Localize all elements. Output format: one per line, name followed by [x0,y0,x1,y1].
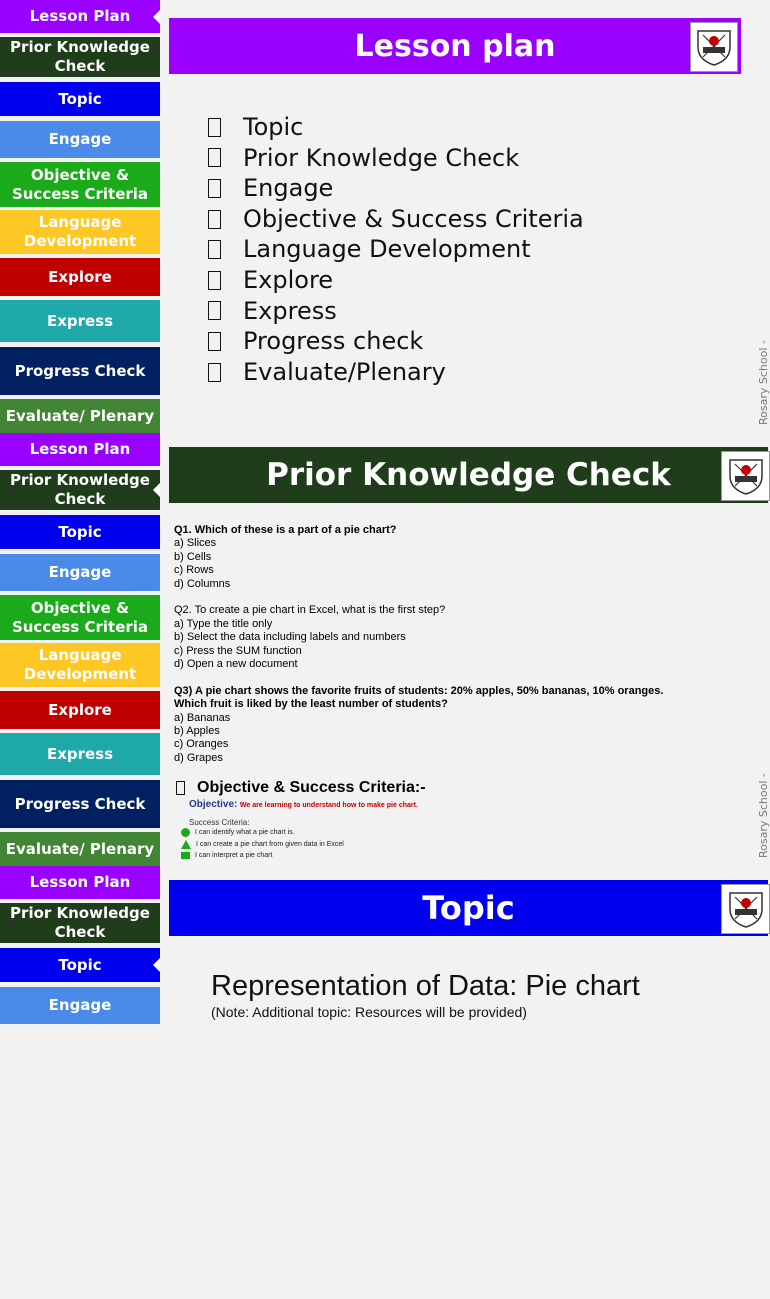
success-criterion: I can interpret a pie chart [181,850,426,862]
nav-express[interactable]: Express [0,300,160,342]
nav-engage[interactable]: Engage [0,554,160,591]
list-item: Engage [205,173,584,204]
checkbox-icon [208,301,221,320]
nav-engage[interactable]: Engage [0,987,160,1024]
lesson-sidebar [0,433,160,866]
school-logo [721,884,770,934]
slide-topic [0,866,768,1024]
watermark: Rosary School - [757,340,770,425]
checkbox-icon [208,118,221,137]
list-item: Explore [205,265,584,296]
objective-section [176,779,426,862]
header-lesson-plan [169,18,741,74]
option: c) Rows [174,564,214,577]
nav-topic[interactable]: Topic [0,82,160,116]
nav-language[interactable]: Language Development [0,643,160,687]
option: c) Oranges [174,738,229,751]
option: d) Grapes [174,751,223,764]
nav-topic[interactable]: Topic [0,515,160,549]
watermark: Rosary School - [757,773,770,858]
option: c) Press the SUM function [174,644,302,657]
question-1: Q1. Which of these is a part of a pie chart? [174,524,397,536]
nav-explore[interactable]: Explore [0,691,160,729]
nav-lesson-plan[interactable]: Lesson Plan [0,433,160,466]
nav-lesson-plan[interactable]: Lesson Plan [0,0,160,33]
checkbox-icon [176,781,185,795]
success-criteria-label: Success Criteria: [189,818,250,827]
list-item: Prior Knowledge Check [205,143,584,174]
topic-title: Representation of Data: Pie chart [211,970,640,1002]
list-item: Evaluate/Plenary [205,357,584,388]
objective-text: We are learning to understand how to make pie chart. [239,802,418,809]
option: a) Slices [174,537,217,550]
slide-prior-knowledge [0,433,768,866]
school-logo [721,451,770,501]
option: a) Type the title only [174,617,273,630]
checkbox-icon [208,363,221,382]
checkbox-icon [208,210,221,229]
nav-progress[interactable]: Progress Check [0,780,160,828]
page-title: Prior Knowledge Check [266,457,671,493]
question-3-line-2: Which fruit is liked by the least number of students? [174,698,448,711]
nav-objective[interactable]: Objective & Success Criteria [0,162,160,207]
page-title: Topic [422,889,515,927]
page-title: Lesson plan [354,28,556,64]
option: b) Cells [174,550,212,563]
slide-lesson-plan [0,0,768,433]
objective-label: Objective: [189,799,238,810]
nav-prior-knowledge[interactable]: Prior Knowledge Check [0,37,160,77]
option: d) Open a new document [174,658,298,671]
checkbox-icon [208,240,221,259]
objective-heading: Objective & Success Criteria:- [176,779,426,797]
checkbox-icon [208,179,221,198]
lesson-sidebar [0,0,160,433]
list-item: Progress check [205,326,584,357]
shield-logo-icon [727,456,765,496]
green-circle-icon [181,828,190,837]
nav-topic[interactable]: Topic [0,948,160,982]
topic-note: (Note: Additional topic: Resources will be provided) [211,1004,527,1020]
nav-explore[interactable]: Explore [0,258,160,296]
quiz-questions [174,524,663,765]
option: b) Select the data including labels and numbers [174,631,406,644]
shield-logo-icon [727,889,765,929]
checkbox-icon [208,148,221,167]
school-logo [690,22,738,72]
nav-objective[interactable]: Objective & Success Criteria [0,595,160,640]
green-triangle-icon [181,840,191,849]
lesson-plan-list [205,112,584,387]
nav-engage[interactable]: Engage [0,121,160,158]
lesson-sidebar [0,866,160,1299]
nav-prior-knowledge[interactable]: Prior Knowledge Check [0,470,160,510]
checkbox-icon [208,332,221,351]
option: d) Columns [174,577,231,590]
objective-line [189,799,426,810]
header-topic [169,880,768,936]
shield-logo-icon [695,27,733,67]
checkbox-icon [208,271,221,290]
list-item: Objective & Success Criteria [205,204,584,235]
list-item: Language Development [205,234,584,265]
nav-lesson-plan[interactable]: Lesson Plan [0,866,160,899]
nav-progress[interactable]: Progress Check [0,347,160,395]
nav-language[interactable]: Language Development [0,210,160,254]
nav-prior-knowledge[interactable]: Prior Knowledge Check [0,903,160,943]
nav-evaluate[interactable]: Evaluate/ Plenary [0,832,160,866]
list-item: Express [205,296,584,327]
nav-evaluate[interactable]: Evaluate/ Plenary [0,399,160,433]
nav-express[interactable]: Express [0,733,160,775]
option: b) Apples [174,725,220,738]
question-3-line-1: Q3) A pie chart shows the favorite fruits of students: 20% apples, 50% bananas, 10% oranges. [174,684,664,697]
green-square-icon [181,852,190,859]
success-criterion: I can identify what a pie chart is. [181,827,426,839]
option: a) Bananas [174,711,231,724]
question-2: Q2. To create a pie chart in Excel, what is the first step? [174,604,446,617]
header-prior-knowledge [169,447,768,503]
list-item: Topic [205,112,584,143]
success-criterion: I can create a pie chart from given data in Excel [181,839,426,851]
